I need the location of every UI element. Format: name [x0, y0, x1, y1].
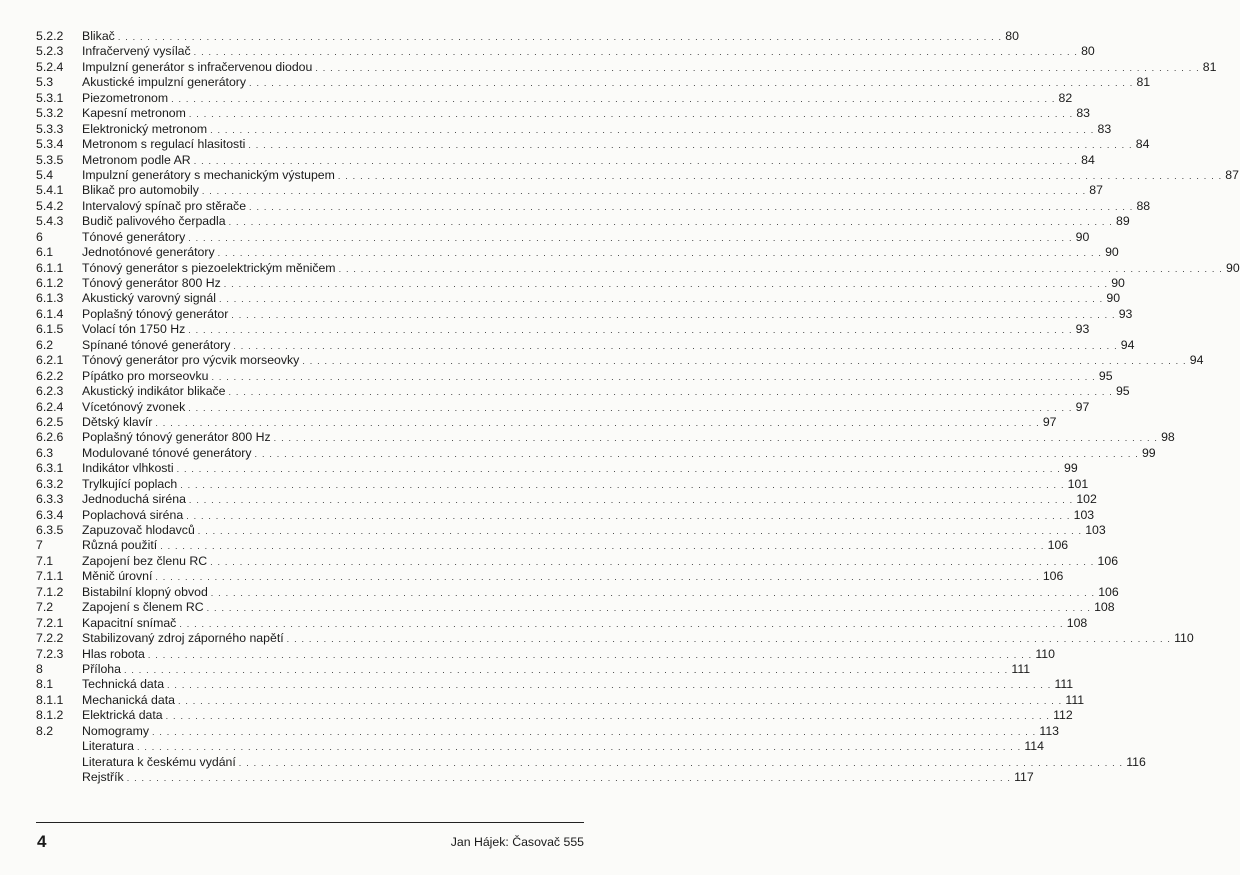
toc-entry-number: 5.3.5 [36, 152, 64, 167]
toc-entry-number: 6.3.5 [36, 523, 64, 537]
toc-entry-number: 6.2.1 [36, 353, 64, 368]
toc-entry-title: Modulované tónové generátory [82, 446, 255, 461]
toc-entry-title: Zapojení s členem RC [82, 600, 207, 615]
toc-entry-page: 87 [1089, 183, 1103, 198]
toc-entry [36, 523, 1106, 538]
toc-entry-page: 94 [1189, 353, 1204, 368]
toc-entry-page: 111 [1011, 661, 1031, 676]
toc-entry-title: Impulzní generátor s infračervenou diodou [82, 60, 315, 75]
toc-entry-page: 106 [1042, 569, 1064, 584]
page-number: 4 [37, 832, 47, 851]
toc-entry [36, 538, 1069, 553]
toc-entry-page: 83 [1097, 121, 1112, 136]
toc-entry [36, 430, 1175, 445]
toc-entry-title: Tónové generátory [82, 230, 188, 245]
toc-entry [36, 75, 1151, 90]
toc-entry-page: 80 [1081, 44, 1095, 59]
toc-entry-title: Trylkující poplach [82, 477, 180, 492]
toc-entry-title: Měnič úrovní [82, 569, 155, 584]
toc-entry-title: Kapacitní snímač [82, 616, 179, 631]
toc-entry-number: 5.3.1 [36, 90, 64, 105]
toc-entry-title: Tónový generátor 800 Hz [82, 276, 224, 291]
dot-leader: . . . . . . . . . . . . . . . . . . . . . . . . . . . . . . . . . . . . . . . . . . . . . . . . . . . . . . . . . . . . . . . . . . . . . . . . . . . . . . . . . . . . . . . . . . . . . . . . . . . . . . . . . . . . . . . . . . . . . . . . [167, 680, 1052, 691]
toc-entry [36, 770, 1034, 785]
toc-entry [36, 677, 1074, 692]
dot-leader: . . . . . . . . . . . . . . . . . . . . . . . . . . . . . . . . . . . . . . . . . . . . . . . . . . . . . . . . . . . . . . . . . . . . . . . . . . . . . . . . . . . . . . . . . . . . . . . . . . . . . . . . . . . . . . . . . . . . . . . . [286, 634, 1172, 645]
dot-leader: . . . . . . . . . . . . . . . . . . . . . . . . . . . . . . . . . . . . . . . . . . . . . . . . . . . . . . . . . . . . . . . . . . . . . . . . . . . . . . . . . . . . . . . . . . . . . . . . . . . . . . . . . . . . . . . . . . . . . . . . [211, 371, 1096, 382]
toc-entry [36, 167, 1239, 183]
toc-entry-number: 6.1.1 [36, 260, 64, 275]
toc-entry-page: 90 [1225, 260, 1240, 275]
toc-entry-number: 6.1.3 [36, 291, 64, 306]
dot-leader: . . . . . . . . . . . . . . . . . . . . . . . . . . . . . . . . . . . . . . . . . . . . . . . . . . . . . . . . . . . . . . . . . . . . . . . . . . . . . . . . . . . . . . . . . . . . . . . . . . . . . . . . . . . . . . . . . . . . . . . . [197, 526, 1083, 536]
toc-entry-title: Stabilizovaný zdroj záporného napětí [82, 631, 287, 646]
toc-entry-title: Blikač pro automobily [82, 183, 202, 198]
toc-entry-number: 6.2.2 [36, 368, 64, 383]
toc-entry-page: 103 [1073, 507, 1095, 522]
toc-entry [36, 692, 1085, 708]
toc-entry [36, 183, 1103, 198]
toc-entry-title: Jednoduchá siréna [82, 492, 189, 507]
toc-entry-number: 7.2 [36, 600, 54, 615]
dot-leader: . . . . . . . . . . . . . . . . . . . . . . . . . . . . . . . . . . . . . . . . . . . . . . . . . . . . . . . . . . . . . . . . . . . . . . . . . . . . . . . . . . . . . . . . . . . . . . . . . . . . . . . . . . . . . . . . . . . . . . . . [248, 140, 1133, 151]
toc-entry [36, 137, 1150, 152]
toc-entry-number: 8.2 [36, 723, 54, 738]
dot-leader: . . . . . . . . . . . . . . . . . . . . . . . . . . . . . . . . . . . . . . . . . . . . . . . . . . . . . . . . . . . . . . . . . . . . . . . . . . . . . . . . . . . . . . . . . . . . . . . . . . . . . . . . . . . . . . . . . . . . . . . . [210, 556, 1095, 567]
toc-entry [36, 214, 1130, 229]
toc-entry-page: 84 [1135, 137, 1150, 152]
toc-entry [36, 198, 1151, 214]
toc-entry-title: Budič palivového čerpadla [82, 214, 229, 229]
toc-entry [36, 368, 1113, 384]
toc-entry-page: 89 [1115, 214, 1130, 229]
toc-entry-page: 117 [1014, 770, 1034, 784]
toc-entry [36, 661, 1031, 677]
toc-entry-number: 6.1.5 [36, 322, 64, 337]
toc-entry-page: 90 [1106, 291, 1121, 306]
dot-leader: . . . . . . . . . . . . . . . . . . . . . . . . . . . . . . . . . . . . . . . . . . . . . . . . . . . . . . . . . . . . . . . . . . . . . . . . . . . . . . . . . . . . . . . . . . . . . . . . . . . . . . . . . . . . . . . . . . . . . . . . [249, 78, 1134, 89]
toc-entry-number: 5.4 [36, 167, 54, 182]
toc-entry-number: 6.3.3 [36, 492, 64, 507]
toc-entry [36, 507, 1095, 523]
toc-entry-page: 97 [1075, 399, 1090, 414]
dot-leader: . . . . . . . . . . . . . . . . . . . . . . . . . . . . . . . . . . . . . . . . . . . . . . . . . . . . . . . . . . . . . . . . . . . . . . . . . . . . . . . . . . . . . . . . . . . . . . . . . . . . . . . . . . . . . . . . . . . . . . . . [147, 649, 1033, 660]
toc-entry-title: Spínané tónové generátory [82, 338, 233, 353]
dot-leader: . . . . . . . . . . . . . . . . . . . . . . . . . . . . . . . . . . . . . . . . . . . . . . . . . . . . . . . . . . . . . . . . . . . . . . . . . . . . . . . . . . . . . . . . . . . . . . . . . . . . . . . . . . . . . . . . . . . . . . . . [201, 186, 1087, 197]
toc-entry [36, 476, 1089, 492]
toc-entry [36, 260, 1240, 276]
toc-entry-title: Literatura [82, 739, 137, 754]
toc-entry-page: 88 [1136, 198, 1151, 213]
dot-leader: . . . . . . . . . . . . . . . . . . . . . . . . . . . . . . . . . . . . . . . . . . . . . . . . . . . . . . . . . . . . . . . . . . . . . . . . . . . . . . . . . . . . . . . . . . . . . . . . . . . . . . . . . . . . . . . . . . . . . . . . [233, 340, 1118, 351]
dot-leader: . . . . . . . . . . . . . . . . . . . . . . . . . . . . . . . . . . . . . . . . . . . . . . . . . . . . . . . . . . . . . . . . . . . . . . . . . . . . . . . . . . . . . . . . . . . . . . . . . . . . . . . . . . . . . . . . . . . . . . . . [217, 248, 1103, 259]
toc-entry-page: 110 [1035, 646, 1055, 661]
toc-entry [36, 106, 1091, 121]
toc-entry-number: 7 [36, 538, 43, 553]
toc-entry [36, 600, 1115, 615]
toc-entry-page: 99 [1141, 445, 1156, 460]
toc-entry-page: 94 [1120, 337, 1135, 352]
dot-leader: . . . . . . . . . . . . . . . . . . . . . . . . . . . . . . . . . . . . . . . . . . . . . . . . . . . . . . . . . . . . . . . . . . . . . . . . . . . . . . . . . . . . . . . . . . . . . . . . . . . . . . . . . . . . . . . . . . . . . . . . [206, 603, 1092, 614]
dot-leader: . . . . . . . . . . . . . . . . . . . . . . . . . . . . . . . . . . . . . . . . . . . . . . . . . . . . . . . . . . . . . . . . . . . . . . . . . . . . . . . . . . . . . . . . . . . . . . . . . . . . . . . . . . . . . . . . . . . . . . . . [165, 711, 1051, 722]
toc-entry-page: 83 [1076, 106, 1091, 121]
dot-leader: . . . . . . . . . . . . . . . . . . . . . . . . . . . . . . . . . . . . . . . . . . . . . . . . . . . . . . . . . . . . . . . . . . . . . . . . . . . . . . . . . . . . . . . . . . . . . . . . . . . . . . . . . . . . . . . . . . . . . . . . [151, 726, 1037, 737]
toc-entry-page: 102 [1076, 492, 1097, 507]
toc-entry-page: 110 [1174, 631, 1194, 646]
toc-entry-page: 81 [1136, 75, 1151, 90]
toc-entry-number: 7.2.3 [36, 646, 64, 661]
toc-entry-page: 112 [1053, 708, 1073, 723]
toc-entry [36, 384, 1130, 399]
toc-entry [36, 708, 1073, 723]
toc-entry-number: 7.1.2 [36, 584, 64, 599]
toc-entry-title: Intervalový spínač pro stěrače [82, 199, 249, 214]
toc-entry [36, 492, 1097, 507]
dot-leader: . . . . . . . . . . . . . . . . . . . . . . . . . . . . . . . . . . . . . . . . . . . . . . . . . . . . . . . . . . . . . . . . . . . . . . . . . . . . . . . . . . . . . . . . . . . . . . . . . . . . . . . . . . . . . . . . . . . . . . . . [302, 356, 1187, 367]
toc-entry-title: Elektrická data [82, 708, 166, 723]
toc-entry [36, 353, 1204, 368]
toc-entry-page: 93 [1118, 306, 1133, 321]
toc-entry-number: 8.1.1 [36, 692, 64, 707]
toc-entry [36, 306, 1133, 322]
toc-entry-page: 81 [1202, 59, 1217, 74]
toc-entry-number: 6 [36, 229, 43, 244]
toc-entry-page: 95 [1115, 384, 1130, 399]
toc-entry [36, 44, 1095, 59]
toc-entry-page: 90 [1075, 229, 1090, 244]
toc-entry [36, 245, 1119, 260]
toc-entry-page: 84 [1081, 152, 1095, 167]
dot-leader: . . . . . . . . . . . . . . . . . . . . . . . . . . . . . . . . . . . . . . . . . . . . . . . . . . . . . . . . . . . . . . . . . . . . . . . . . . . . . . . . . . . . . . . . . . . . . . . . . . . . . . . . . . . . . . . . . . . . . . . . [188, 402, 1073, 413]
toc-entry-page: 111 [1065, 692, 1085, 707]
dot-leader: . . . . . . . . . . . . . . . . . . . . . . . . . . . . . . . . . . . . . . . . . . . . . . . . . . . . . . . . . . . . . . . . . . . . . . . . . . . . . . . . . . . . . . . . . . . . . . . . . . . . . . . . . . . . . . . . . . . . . . . . [231, 309, 1116, 320]
toc-entry-title: Poplašný tónový generátor [82, 307, 231, 322]
dot-leader: . . . . . . . . . . . . . . . . . . . . . . . . . . . . . . . . . . . . . . . . . . . . . . . . . . . . . . . . . . . . . . . . . . . . . . . . . . . . . . . . . . . . . . . . . . . . . . . . . . . . . . . . . . . . . . . . . . . . . . . . [155, 572, 1040, 583]
toc-entry-number: 8 [36, 661, 43, 676]
toc-entry-number: 6.2 [36, 337, 54, 352]
dot-leader: . . . . . . . . . . . . . . . . . . . . . . . . . . . . . . . . . . . . . . . . . . . . . . . . . . . . . . . . . . . . . . . . . . . . . . . . . . . . . . . . . . . . . . . . . . . . . . . . . . . . . . . . . . . . . . . . . . . . . . . . [188, 495, 1074, 506]
dot-leader: . . . . . . . . . . . . . . . . . . . . . . . . . . . . . . . . . . . . . . . . . . . . . . . . . . . . . . . . . . . . . . . . . . . . . . . . . . . . . . . . . . . . . . . . . . . . . . . . . . . . . . . . . . . . . . . . . . . . . . . . [337, 170, 1223, 181]
toc-entry-number: 7.2.1 [36, 615, 64, 630]
dot-leader: . . . . . . . . . . . . . . . . . . . . . . . . . . . . . . . . . . . . . . . . . . . . . . . . . . . . . . . . . . . . . . . . . . . . . . . . . . . . . . . . . . . . . . . . . . . . . . . . . . . . . . . . . . . . . . . . . . . . . . . . [193, 47, 1079, 58]
toc-entry [36, 291, 1121, 306]
dot-leader: . . . . . . . . . . . . . . . . . . . . . . . . . . . . . . . . . . . . . . . . . . . . . . . . . . . . . . . . . . . . . . . . . . . . . . . . . . . . . . . . . . . . . . . . . . . . . . . . . . . . . . . . . . . . . . . . . . . . . . . . [315, 62, 1200, 73]
dot-leader: . . . . . . . . . . . . . . . . . . . . . . . . . . . . . . . . . . . . . . . . . . . . . . . . . . . . . . . . . . . . . . . . . . . . . . . . . . . . . . . . . . . . . . . . . . . . . . . . . . . . . . . . . . . . . . . . . . . . . . . . [155, 417, 1040, 428]
dot-leader: . . . . . . . . . . . . . . . . . . . . . . . . . . . . . . . . . . . . . . . . . . . . . . . . . . . . . . . . . . . . . . . . . . . . . . . . . . . . . . . . . . . . . . . . . . . . . . . . . . . . . . . . . . . . . . . . . . . . . . . . [123, 664, 1009, 675]
toc-entry-number: 7.1.1 [36, 569, 64, 584]
toc-entry [36, 445, 1156, 461]
toc-entry-page: 116 [1126, 754, 1146, 769]
dot-leader: . . . . . . . . . . . . . . . . . . . . . . . . . . . . . . . . . . . . . . . . . . . . . . . . . . . . . . . . . . . . . . . . . . . . . . . . . . . . . . . . . . . . . . . . . . . . . . . . . . . . . . . . . . . . . . . . . . . . . . . . [180, 479, 1065, 490]
toc-entry [36, 399, 1090, 415]
toc-entry-title: Elektronický metronom [82, 122, 210, 137]
toc-entry [36, 461, 1078, 476]
toc-entry-number: 7.1 [36, 553, 54, 568]
dot-leader: . . . . . . . . . . . . . . . . . . . . . . . . . . . . . . . . . . . . . . . . . . . . . . . . . . . . . . . . . . . . . . . . . . . . . . . . . . . . . . . . . . . . . . . . . . . . . . . . . . . . . . . . . . . . . . . . . . . . . . . . [188, 325, 1073, 336]
toc-entry [36, 276, 1125, 291]
toc-entry-number: 6.3.1 [36, 461, 64, 476]
toc-entry [36, 29, 1019, 44]
toc-entry-title: Tónový generátor pro výcvik morseovky [82, 353, 302, 368]
toc-entry-number: 6.1 [36, 245, 54, 260]
toc-entry-page: 87 [1225, 167, 1239, 182]
toc-entry-title: Pípátko pro morseovku [82, 369, 211, 384]
toc-entry-page: 90 [1105, 245, 1119, 260]
toc-entry-title: Metronom s regulací hlasitosti [82, 137, 248, 152]
toc-entry [36, 337, 1135, 353]
toc-entry-page: 113 [1039, 723, 1059, 738]
toc-entry-title: Technická data [82, 677, 167, 692]
dot-leader: . . . . . . . . . . . . . . . . . . . . . . . . . . . . . . . . . . . . . . . . . . . . . . . . . . . . . . . . . . . . . . . . . . . . . . . . . . . . . . . . . . . . . . . . . . . . . . . . . . . . . . . . . . . . . . . . . . . . . . . . [254, 448, 1139, 459]
toc-entry-page: 111 [1054, 677, 1074, 692]
toc-entry-title: Bistabilní klopný obvod [82, 585, 211, 600]
dot-leader: . . . . . . . . . . . . . . . . . . . . . . . . . . . . . . . . . . . . . . . . . . . . . . . . . . . . . . . . . . . . . . . . . . . . . . . . . . . . . . . . . . . . . . . . . . . . . . . . . . . . . . . . . . . . . . . . . . . . . . . . [249, 201, 1134, 212]
toc-entry-number: 7.2.2 [36, 631, 64, 646]
toc-entry-page: 106 [1098, 584, 1119, 599]
toc-entry [36, 229, 1090, 245]
toc-entry-page: 80 [1005, 29, 1019, 43]
toc-entry-title: Zapojení bez členu RC [82, 554, 210, 569]
toc-entry-number: 5.2.4 [36, 59, 64, 74]
toc-entry [36, 414, 1057, 430]
toc-entry-title: Nomogramy [82, 724, 152, 739]
dot-leader: . . . . . . . . . . . . . . . . . . . . . . . . . . . . . . . . . . . . . . . . . . . . . . . . . . . . . . . . . . . . . . . . . . . . . . . . . . . . . . . . . . . . . . . . . . . . . . . . . . . . . . . . . . . . . . . . . . . . . . . . [228, 387, 1113, 398]
dot-leader: . . . . . . . . . . . . . . . . . . . . . . . . . . . . . . . . . . . . . . . . . . . . . . . . . . . . . . . . . . . . . . . . . . . . . . . . . . . . . . . . . . . . . . . . . . . . . . . . . . . . . . . . . . . . . . . . . . . . . . . . [176, 464, 1062, 475]
dot-leader: . . . . . . . . . . . . . . . . . . . . . . . . . . . . . . . . . . . . . . . . . . . . . . . . . . . . . . . . . . . . . . . . . . . . . . . . . . . . . . . . . . . . . . . . . . . . . . . . . . . . . . . . . . . . . . . . . . . . . . . . [126, 773, 1012, 783]
dot-leader: . . . . . . . . . . . . . . . . . . . . . . . . . . . . . . . . . . . . . . . . . . . . . . . . . . . . . . . . . . . . . . . . . . . . . . . . . . . . . . . . . . . . . . . . . . . . . . . . . . . . . . . . . . . . . . . . . . . . . . . . [188, 232, 1073, 243]
toc-entry-number: 5.2.2 [36, 29, 64, 43]
toc-entry-title: Hlas robota [82, 647, 148, 662]
toc-entry-title: Mechanická data [82, 693, 178, 708]
toc-entry [36, 121, 1112, 137]
toc-entry-number: 6.2.4 [36, 399, 64, 414]
toc-entry [36, 59, 1217, 75]
toc-entry-page: 82 [1058, 90, 1073, 105]
toc-entry-page: 95 [1098, 368, 1113, 383]
toc-entry [36, 615, 1088, 631]
toc-entry-number: 6.3.4 [36, 507, 64, 522]
dot-leader: . . . . . . . . . . . . . . . . . . . . . . . . . . . . . . . . . . . . . . . . . . . . . . . . . . . . . . . . . . . . . . . . . . . . . . . . . . . . . . . . . . . . . . . . . . . . . . . . . . . . . . . . . . . . . . . . . . . . . . . . [273, 433, 1159, 444]
footer-rule [36, 822, 584, 823]
toc-entry-title: Metronom podle AR [82, 153, 194, 168]
toc-entry-title: Dětský klavír [82, 415, 155, 430]
toc-entry-title: Piezometronom [82, 91, 171, 106]
toc-entry-page: 106 [1097, 553, 1119, 568]
toc-entry [36, 569, 1064, 584]
toc-entry-title: Rejstřík [82, 770, 127, 785]
toc-entry [36, 90, 1073, 106]
toc-entry-title: Akustické impulzní generátory [82, 75, 249, 90]
toc-entry-title: Poplachová siréna [82, 508, 186, 523]
toc-entry-page: 99 [1064, 461, 1078, 476]
toc-entry-number: 5.4.1 [36, 183, 64, 198]
toc-entry [36, 152, 1095, 168]
toc-entry-title: Příloha [82, 662, 124, 677]
toc-entry-page: 114 [1024, 739, 1044, 754]
toc-entry-title: Impulzní generátory s mechanickým výstupem [82, 168, 338, 183]
toc-entry [36, 553, 1119, 569]
footer-book-title: Jan Hájek: Časovač 555 [450, 835, 584, 849]
toc-entry-page: 106 [1047, 538, 1069, 553]
toc-entry-title: Literatura k českému vydání [82, 755, 239, 770]
toc-entry-title: Vícetónový zvonek [82, 400, 188, 415]
dot-leader: . . . . . . . . . . . . . . . . . . . . . . . . . . . . . . . . . . . . . . . . . . . . . . . . . . . . . . . . . . . . . . . . . . . . . . . . . . . . . . . . . . . . . . . . . . . . . . . . . . . . . . . . . . . . . . . . . . . . . . . . [117, 32, 1003, 42]
toc-entry-number: 6.2.3 [36, 384, 64, 399]
table-of-contents [36, 29, 1240, 785]
dot-leader: . . . . . . . . . . . . . . . . . . . . . . . . . . . . . . . . . . . . . . . . . . . . . . . . . . . . . . . . . . . . . . . . . . . . . . . . . . . . . . . . . . . . . . . . . . . . . . . . . . . . . . . . . . . . . . . . . . . . . . . . [193, 155, 1079, 166]
toc-entry-number: 8.1.2 [36, 708, 64, 723]
toc-entry-title: Poplašný tónový generátor 800 Hz [82, 430, 274, 445]
toc-entry [36, 646, 1055, 662]
toc-entry-page: 108 [1094, 600, 1115, 615]
dot-leader: . . . . . . . . . . . . . . . . . . . . . . . . . . . . . . . . . . . . . . . . . . . . . . . . . . . . . . . . . . . . . . . . . . . . . . . . . . . . . . . . . . . . . . . . . . . . . . . . . . . . . . . . . . . . . . . . . . . . . . . . [179, 618, 1064, 629]
toc-entry-title: Akustický varovný signál [82, 291, 219, 306]
toc-entry-page: 90 [1111, 276, 1125, 290]
toc-entry [36, 723, 1059, 739]
toc-entry [36, 584, 1119, 600]
toc-entry-title: Jednotónové generátory [82, 245, 218, 260]
dot-leader: . . . . . . . . . . . . . . . . . . . . . . . . . . . . . . . . . . . . . . . . . . . . . . . . . . . . . . . . . . . . . . . . . . . . . . . . . . . . . . . . . . . . . . . . . . . . . . . . . . . . . . . . . . . . . . . . . . . . . . . . [136, 742, 1022, 753]
toc-entry-number: 5.4.3 [36, 214, 64, 229]
toc-entry-number: 6.1.2 [36, 276, 64, 290]
toc-entry-number: 6.2.5 [36, 414, 64, 429]
dot-leader: . . . . . . . . . . . . . . . . . . . . . . . . . . . . . . . . . . . . . . . . . . . . . . . . . . . . . . . . . . . . . . . . . . . . . . . . . . . . . . . . . . . . . . . . . . . . . . . . . . . . . . . . . . . . . . . . . . . . . . . . [210, 124, 1095, 135]
dot-leader: . . . . . . . . . . . . . . . . . . . . . . . . . . . . . . . . . . . . . . . . . . . . . . . . . . . . . . . . . . . . . . . . . . . . . . . . . . . . . . . . . . . . . . . . . . . . . . . . . . . . . . . . . . . . . . . . . . . . . . . . [188, 109, 1074, 120]
toc-entry-number: 5.4.2 [36, 198, 64, 213]
toc-entry-number: 5.3.3 [36, 121, 64, 136]
dot-leader: . . . . . . . . . . . . . . . . . . . . . . . . . . . . . . . . . . . . . . . . . . . . . . . . . . . . . . . . . . . . . . . . . . . . . . . . . . . . . . . . . . . . . . . . . . . . . . . . . . . . . . . . . . . . . . . . . . . . . . . . [171, 93, 1056, 104]
toc-entry-number: 5.3.4 [36, 137, 64, 152]
dot-leader: . . . . . . . . . . . . . . . . . . . . . . . . . . . . . . . . . . . . . . . . . . . . . . . . . . . . . . . . . . . . . . . . . . . . . . . . . . . . . . . . . . . . . . . . . . . . . . . . . . . . . . . . . . . . . . . . . . . . . . . . [218, 294, 1104, 305]
toc-entry-title: Akustický indikátor blikače [82, 384, 229, 399]
toc-entry-number: 5.2.3 [36, 44, 64, 59]
toc-entry-page: 108 [1066, 615, 1088, 630]
toc-entry-number: 6.2.6 [36, 430, 64, 445]
toc-entry-page: 97 [1042, 414, 1057, 429]
dot-leader: . . . . . . . . . . . . . . . . . . . . . . . . . . . . . . . . . . . . . . . . . . . . . . . . . . . . . . . . . . . . . . . . . . . . . . . . . . . . . . . . . . . . . . . . . . . . . . . . . . . . . . . . . . . . . . . . . . . . . . . . [223, 279, 1109, 289]
toc-entry-title: Tónový generátor s piezoelektrickým měničem [82, 261, 339, 276]
toc-entry [36, 739, 1044, 754]
toc-entry-page: 93 [1075, 322, 1090, 337]
toc-entry [36, 322, 1090, 337]
toc-entry-title: Volací tón 1750 Hz [82, 322, 188, 337]
toc-entry-page: 101 [1067, 476, 1089, 491]
toc-entry-page: 98 [1161, 430, 1175, 445]
toc-entry-title: Různá použití [82, 538, 160, 553]
toc-entry-number: 6.1.4 [36, 306, 64, 321]
dot-leader: . . . . . . . . . . . . . . . . . . . . . . . . . . . . . . . . . . . . . . . . . . . . . . . . . . . . . . . . . . . . . . . . . . . . . . . . . . . . . . . . . . . . . . . . . . . . . . . . . . . . . . . . . . . . . . . . . . . . . . . . [186, 510, 1071, 521]
dot-leader: . . . . . . . . . . . . . . . . . . . . . . . . . . . . . . . . . . . . . . . . . . . . . . . . . . . . . . . . . . . . . . . . . . . . . . . . . . . . . . . . . . . . . . . . . . . . . . . . . . . . . . . . . . . . . . . . . . . . . . . . [338, 263, 1223, 274]
toc-entry [36, 631, 1194, 646]
toc-entry-number: 5.3 [36, 75, 54, 90]
dot-leader: . . . . . . . . . . . . . . . . . . . . . . . . . . . . . . . . . . . . . . . . . . . . . . . . . . . . . . . . . . . . . . . . . . . . . . . . . . . . . . . . . . . . . . . . . . . . . . . . . . . . . . . . . . . . . . . . . . . . . . . . [210, 587, 1096, 598]
toc-entry-number: 6.3 [36, 445, 54, 460]
toc-entry-number: 6.3.2 [36, 476, 64, 491]
dot-leader: . . . . . . . . . . . . . . . . . . . . . . . . . . . . . . . . . . . . . . . . . . . . . . . . . . . . . . . . . . . . . . . . . . . . . . . . . . . . . . . . . . . . . . . . . . . . . . . . . . . . . . . . . . . . . . . . . . . . . . . . [177, 695, 1063, 706]
toc-entry [36, 754, 1146, 770]
toc-entry-title: Zapuzovač hlodavců [82, 523, 198, 538]
toc-entry-title: Infračervený vysílač [82, 44, 194, 59]
toc-entry-title: Indikátor vlhkosti [82, 461, 177, 476]
toc-entry-number: 5.3.2 [36, 106, 64, 121]
dot-leader: . . . . . . . . . . . . . . . . . . . . . . . . . . . . . . . . . . . . . . . . . . . . . . . . . . . . . . . . . . . . . . . . . . . . . . . . . . . . . . . . . . . . . . . . . . . . . . . . . . . . . . . . . . . . . . . . . . . . . . . . [228, 217, 1113, 228]
toc-entry-title: Blikač [82, 29, 118, 44]
toc-entry-title: Kapesní metronom [82, 106, 189, 121]
toc-entry-page: 103 [1085, 523, 1106, 537]
dot-leader: . . . . . . . . . . . . . . . . . . . . . . . . . . . . . . . . . . . . . . . . . . . . . . . . . . . . . . . . . . . . . . . . . . . . . . . . . . . . . . . . . . . . . . . . . . . . . . . . . . . . . . . . . . . . . . . . . . . . . . . . [160, 541, 1045, 552]
dot-leader: . . . . . . . . . . . . . . . . . . . . . . . . . . . . . . . . . . . . . . . . . . . . . . . . . . . . . . . . . . . . . . . . . . . . . . . . . . . . . . . . . . . . . . . . . . . . . . . . . . . . . . . . . . . . . . . . . . . . . . . . [238, 757, 1124, 768]
toc-entry-number: 8.1 [36, 677, 54, 692]
